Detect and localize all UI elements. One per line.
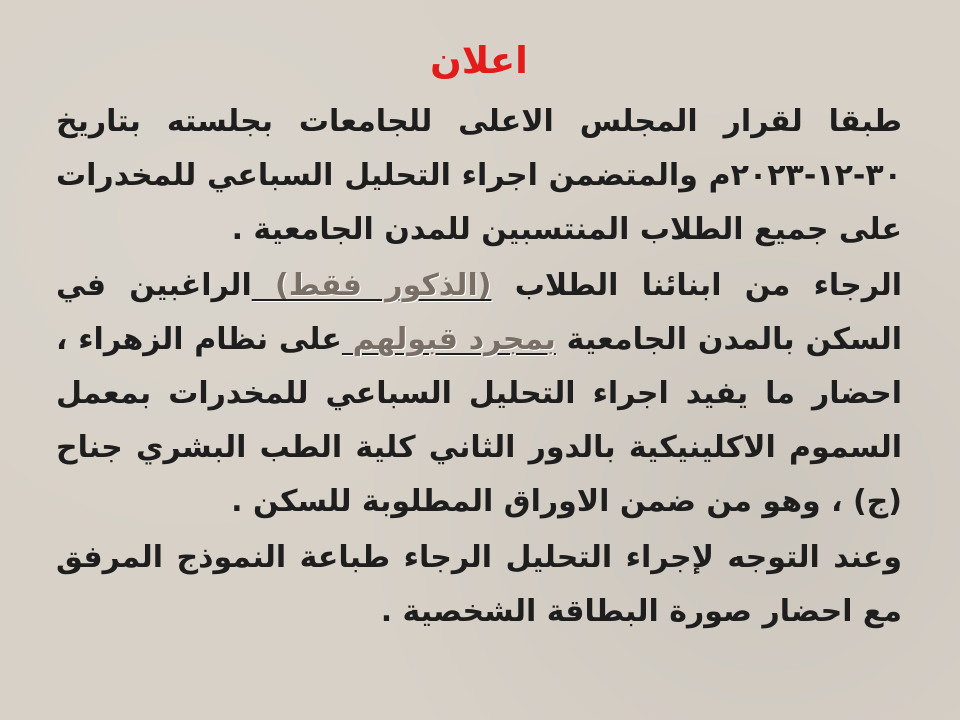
announcement-paragraph-2	[56, 259, 902, 529]
announcement-paragraph-3: وعند التوجه لإجراء التحليل الرجاء طباعة النموذج المرفق مع احضار صورة البطاقة الشخصية .	[56, 540, 902, 629]
announcement-paragraph-1: طبقا لقرار المجلس الاعلى للجامعات بجلسته بتاريخ ٣٠-١٢-٢٠٢٣م والمتضمن اجراء التحليل السباعي للمخدرات على جميع الطلاب المنتسبين للمدن الجامعية .	[56, 104, 902, 247]
paragraph-2-underlined-phrase-1	[252, 268, 492, 303]
paragraph-2-text-part-1: الرجاء من ابنائنا الطلاب	[491, 268, 902, 303]
paragraph-2-underlined-phrase-2	[342, 322, 556, 357]
announcement-title: اعلان	[430, 39, 528, 82]
paragraph-2-highlight-1: (الذكور فقط)	[251, 268, 492, 303]
paragraph-2-text-part-3: على نظام الزهراء ، احضار ما يفيد اجراء التحليل السباعي للمخدرات بمعمل السموم الاكلينيكية بالدور الثاني كلية الطب البشري جناح (ج) ، وهو من ضمن الاوراق المطلوبة للسكن .	[56, 322, 902, 519]
paragraph-2-highlight-2: بمجرد قبولهم	[341, 322, 556, 357]
paragraph-2-text-part-2: الراغبين في السكن بالمدن الجامعية	[56, 268, 903, 357]
